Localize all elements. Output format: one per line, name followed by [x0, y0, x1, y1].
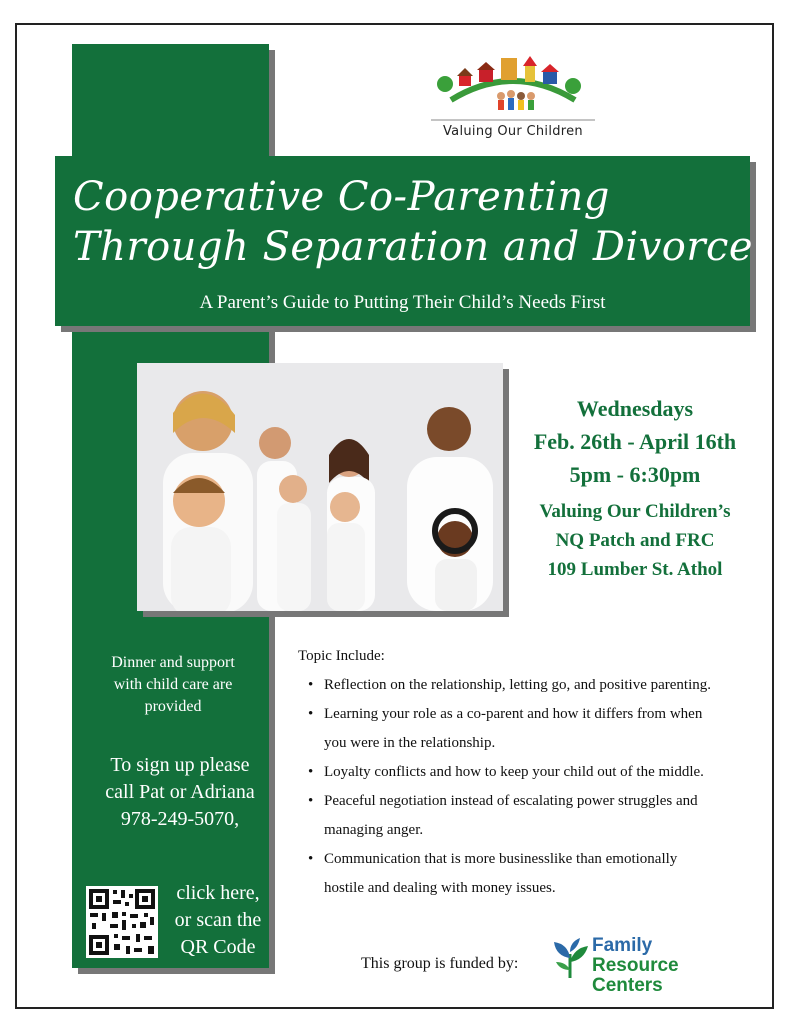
- frc-name-line-1: Family: [592, 935, 653, 956]
- signup-phone[interactable]: 978-249-5070,: [120, 808, 240, 830]
- dinner-line-1: Dinner and support: [111, 654, 235, 671]
- signup-note: [80, 752, 280, 833]
- dinner-line-3: provided: [144, 698, 202, 715]
- family-photo: [137, 363, 503, 611]
- logo-houses-icon: [423, 52, 603, 124]
- list-item: • Peaceful negotiation instead of escalating power struggles and managing anger.: [308, 793, 698, 838]
- valuing-our-children-logo: [423, 52, 603, 148]
- click-line-3: QR Code: [180, 936, 256, 958]
- signup-link[interactable]: [162, 880, 274, 961]
- family-resource-centers-logo: [552, 935, 752, 996]
- click-line-2: or scan the: [174, 909, 262, 931]
- subtitle: A Parent’s Guide to Putting Their Child’s Needs First: [199, 292, 606, 313]
- event-location-line-3: 109 Lumber St. Athol: [547, 559, 723, 580]
- dinner-note: [88, 652, 258, 718]
- page-title: [73, 172, 753, 272]
- list-item: • Reflection on the relationship, letting go, and positive parenting.: [308, 677, 711, 693]
- family-group-image: [137, 363, 503, 611]
- frc-name: [592, 936, 752, 996]
- logo-text: Valuing Our Children: [443, 124, 583, 139]
- event-day: Wednesdays: [576, 396, 694, 421]
- list-item: • Loyalty conflicts and how to keep your child out of the middle.: [308, 764, 704, 780]
- event-time: 5pm - 6:30pm: [569, 462, 701, 487]
- topics-section: [298, 648, 768, 903]
- frc-leaf-icon: [552, 936, 590, 980]
- dinner-line-2: with child care are: [113, 676, 233, 693]
- event-location-line-2: NQ Patch and FRC: [555, 530, 715, 551]
- signup-line-1: To sign up please: [110, 754, 250, 776]
- event-details: [515, 392, 755, 584]
- title-line-1: Cooperative Co-Parenting: [73, 174, 610, 220]
- click-line-1[interactable]: click here,: [176, 882, 260, 904]
- funded-by-label: This group is funded by:: [361, 955, 519, 972]
- signup-line-2: call Pat or Adriana: [105, 781, 255, 803]
- list-item: • Communication that is more businesslike than emotionally hostile and dealing with money issues.: [308, 851, 678, 896]
- event-location-line-1: Valuing Our Children’s: [539, 501, 731, 522]
- topics-heading: Topic Include:: [298, 648, 385, 664]
- topics-list: [298, 671, 768, 903]
- title-line-2: Through Separation and Divorce: [73, 224, 754, 270]
- list-item: • Learning your role as a co-parent and how it differs from when you were in the relationship.: [308, 706, 703, 751]
- title-banner: [55, 156, 754, 326]
- event-dates: Feb. 26th - April 16th: [533, 429, 737, 454]
- qr-code-icon[interactable]: [86, 886, 158, 958]
- frc-name-line-2: Resource Centers: [592, 955, 679, 996]
